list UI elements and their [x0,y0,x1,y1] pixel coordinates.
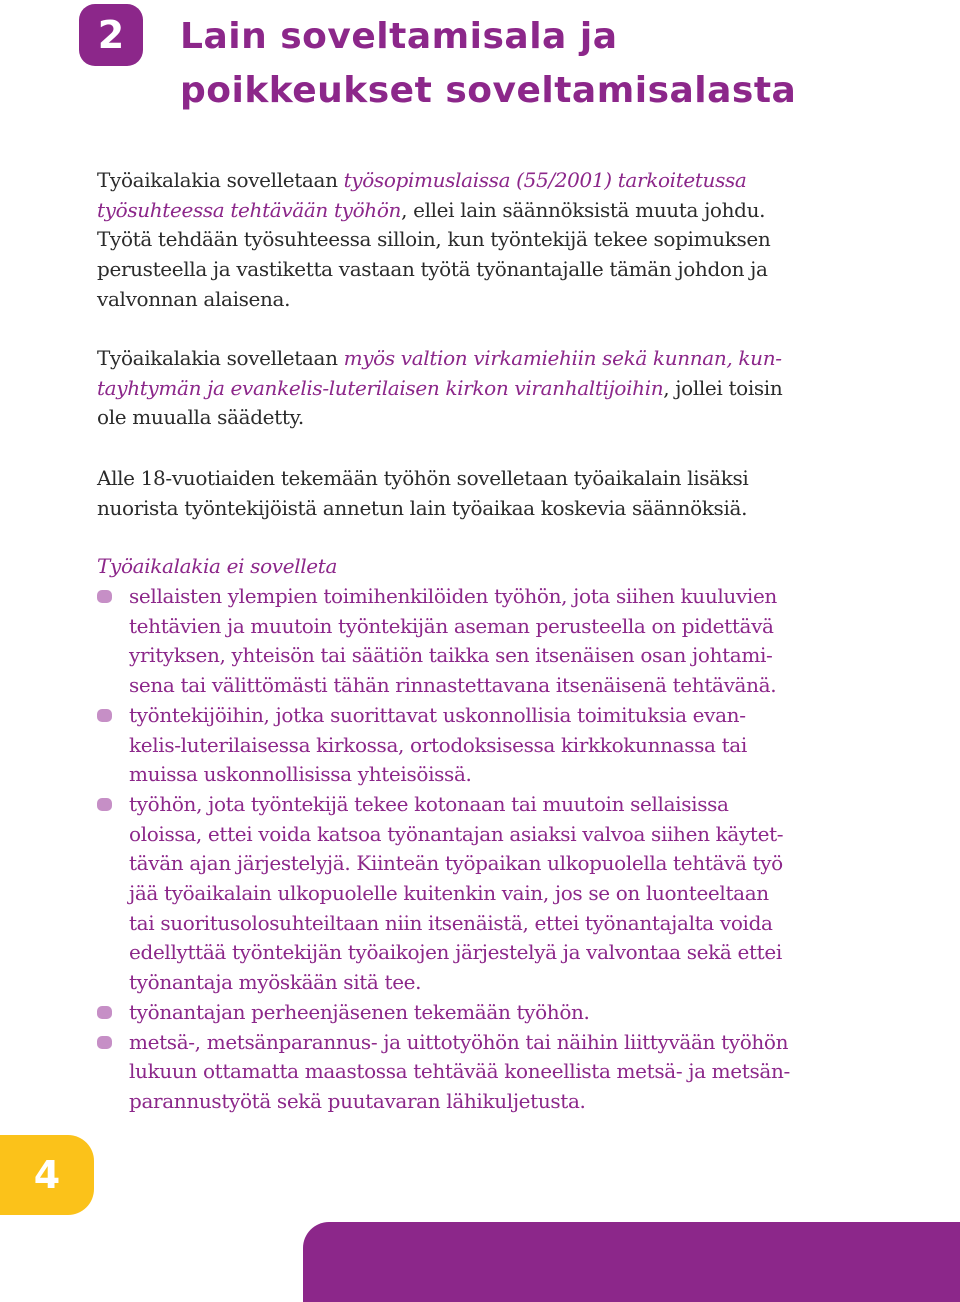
bullet-icon [97,709,112,722]
exception-item [0,701,960,790]
exception-text-line: työhön, jota työntekijä tekee kotonaan tai muutoin sellaisissa [129,791,729,816]
exception-text-line: lukuun ottamatta maastossa tehtävää koneellista metsä- ja metsän- [129,1059,790,1084]
text-line [97,196,867,226]
exception-text-line: parannustyötä sekä puutavaran lähikuljetusta. [129,1088,586,1113]
bullet-icon [97,590,112,603]
exception-text-line: työnantajan perheenjäsenen tekemään työhön. [129,999,590,1024]
text-line [97,344,867,374]
text-run: , jollei toisin [663,375,783,400]
exception-text-line: jää työaikalain ulkopuolelle kuitenkin vain, jos se on luonteeltaan [129,881,769,906]
exception-text-line: työntekijöihin, jotka suorittavat uskonnollisia toimituksia evan- [129,702,746,727]
paragraph-scope [97,166,867,315]
text-line [97,494,867,524]
bullet-icon [97,798,112,811]
text-run: nuorista työntekijöistä annetun lain työaikaa koskevia säännöksiä. [97,495,748,520]
exception-text-line: tävän ajan järjestelyjä. Kiinteän työpaikan ulkopuolella tehtävä työ [129,851,783,876]
paragraph-public-officials [97,344,867,433]
text-run: , ellei lain säännöksistä muuta johdu. [401,197,766,222]
text-run: perusteella ja vastiketta vastaan työtä työnantajalle tämän johdon ja [97,257,768,282]
exception-text-line: kelis-luterilaisessa kirkossa, ortodoksisessa kirkkokunnassa tai [129,732,747,757]
text-line [97,225,867,255]
exception-item [0,1028,960,1117]
emphasis-text: tayhtymän ja evankelis-luterilaisen kirkon viranhaltijoihin [97,375,664,400]
exception-text-line: sellaisten ylempien toimihenkilöiden työhön, jota siihen kuuluvien [129,584,777,608]
exception-item [0,790,960,998]
text-run: Työaikalakia sovelletaan [97,168,344,192]
exception-text-line: metsä-, metsänparannus- ja uittotyöhön tai näihin liittyvään työhön [129,1029,789,1054]
exception-item [0,582,960,701]
text-run: Alle 18-vuotiaiden tekemään työhön sovelletaan työaikalain lisäksi [97,466,749,490]
text-line [97,255,867,285]
exception-text-line: työnantaja myöskään sitä tee. [129,970,422,995]
text-line [97,166,867,196]
bullet-icon [97,1036,112,1049]
exception-text-line: tai suoritusolosuhteiltaan niin itsenäistä, ettei työnantajalta voida [129,910,773,935]
text-run: valvonnan alaisena. [97,286,291,311]
emphasis-text: työsopimuslaissa (55/2001) tarkoitetussa [343,168,747,192]
text-run: Työaikalakia sovelletaan [97,346,344,370]
exception-text-line: tehtävien ja muutoin työntekijän aseman perusteella on pidettävä [129,613,774,638]
text-run: Työtä tehdään työsuhteessa silloin, kun työntekijä tekee sopimuksen [97,227,771,252]
exception-text-line: edellyttää työntekijän työaikojen järjestelyä ja valvontaa sekä ettei [129,940,782,965]
exception-text-line: yrityksen, yhteisön tai säätiön taikka sen itsenäisen osan johtami- [129,643,773,668]
text-line [97,374,867,404]
text-line [97,403,867,433]
page-number-tab: 4 [0,1135,94,1215]
exception-item [0,998,960,1028]
chapter-title-line: poikkeukset soveltamisalasta [180,70,797,111]
text-line [97,285,867,315]
exceptions-heading: Työaikalakia ei sovelleta [97,554,338,578]
paragraph-young-workers [97,464,867,523]
text-run: ole muualla säädetty. [97,405,304,430]
chapter-title [180,10,940,118]
exception-text-line: muissa uskonnollisissa yhteisöissä. [129,762,472,787]
emphasis-text: työsuhteessa tehtävään työhön [97,197,402,222]
exceptions-list [0,582,960,1117]
exception-text-line: sena tai välittömästi tähän rinnastettavana itsenäisenä tehtävänä. [129,673,777,698]
chapter-title-line: Lain soveltamisala ja [180,16,618,57]
bullet-icon [97,1006,112,1019]
chapter-number-badge: 2 [79,4,143,66]
emphasis-text: myös valtion virkamiehiin sekä kunnan, kun- [343,346,782,370]
text-line [97,464,867,494]
exception-text-line: oloissa, ettei voida katsoa työnantajan asiaksi valvoa siihen käytet- [129,821,784,846]
footer-band [303,1222,960,1302]
